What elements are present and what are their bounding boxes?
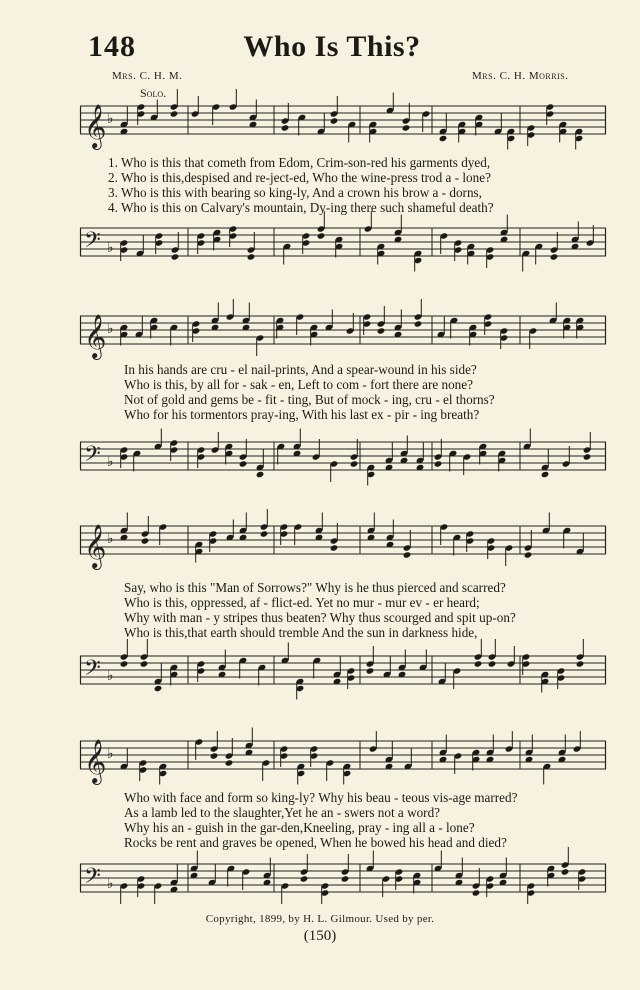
note-head xyxy=(247,253,256,260)
verse-line-4: Who is this,that earth should tremble And the sun in darkness hide, xyxy=(124,625,478,640)
solo-marking: Solo. xyxy=(140,86,167,100)
note-head xyxy=(541,471,550,478)
verse-line-1: Say, who is this "Man of Sorrows?" Why is he thus pierced and scarred? xyxy=(124,580,506,595)
note-head xyxy=(256,471,265,478)
note-head xyxy=(341,875,350,882)
note-head xyxy=(439,135,448,142)
flat-key-signature-icon: ♭ xyxy=(107,531,114,547)
note-head xyxy=(350,460,359,467)
verse-line-3: Why his an - guish in the gar-den,Kneeling, pray - ing all a - lone? xyxy=(124,820,475,835)
note-head xyxy=(141,537,150,544)
bass-clef-icon: 𝄢 xyxy=(84,656,101,686)
note-head xyxy=(561,868,570,875)
bass-staff-system-1 xyxy=(80,222,610,268)
verse-block-2 xyxy=(124,362,624,422)
verse-line-4: 4. Who is this on Calvary's mountain, Dy-ing there such shameful death? xyxy=(108,200,494,215)
bass-clef-icon: 𝄢 xyxy=(84,864,101,894)
flat-key-signature-icon: ♭ xyxy=(107,876,114,892)
treble-clef-icon: 𝄞 xyxy=(84,524,107,568)
verse-line-4: Rocks be rent and graves be opened, When he bowed his head and died? xyxy=(124,835,507,850)
note-head xyxy=(474,660,483,667)
verse-block-4 xyxy=(124,790,624,850)
treble-clef-icon: 𝄞 xyxy=(84,104,107,148)
note-head xyxy=(330,117,339,124)
verse-block-1 xyxy=(108,155,608,215)
treble-staff-system-3 xyxy=(80,520,610,566)
words-credit: Mrs. C. H. M. xyxy=(112,70,183,82)
treble-staff-system-1 xyxy=(80,100,610,146)
verse-line-1: In his hands are cru - el nail-prints, And a spear-wound in his side? xyxy=(124,362,477,377)
bass-staff-system-4 xyxy=(80,858,610,904)
flat-key-signature-icon: ♭ xyxy=(107,111,114,127)
note-head xyxy=(403,551,412,558)
verse-line-3: Why with man - y stripes thus beaten? Why thus scourged and spit up-on? xyxy=(124,610,516,625)
flat-key-signature-icon: ♭ xyxy=(107,746,114,762)
music-credit: Mrs. C. H. Morris. xyxy=(472,70,569,82)
bass-staff-system-2 xyxy=(80,436,610,482)
note-head xyxy=(576,660,585,667)
note-head xyxy=(377,327,386,334)
page-number: (150) xyxy=(303,928,337,944)
note-head xyxy=(281,124,290,131)
flat-key-signature-icon: ♭ xyxy=(107,454,114,470)
note-head xyxy=(317,232,326,239)
verse-line-3: 3. Who is this with bearing so king-ly, And a crown his brow a - dorns, xyxy=(108,185,482,200)
verse-line-2: 2. Who is this,despised and re-ject-ed, Who the wine-press trod a - lone? xyxy=(108,170,491,185)
note-head xyxy=(120,660,129,667)
verse-line-2: Who is this, by all for - sak - en, Left to com - fort there are none? xyxy=(124,377,473,392)
note-head xyxy=(488,660,497,667)
note-head xyxy=(330,544,339,551)
note-head xyxy=(260,530,269,537)
treble-staff-system-2 xyxy=(80,310,610,356)
note-head xyxy=(171,253,180,260)
note-head xyxy=(434,460,443,467)
bass-staff-system-3 xyxy=(80,650,610,696)
note-head xyxy=(366,667,375,674)
verse-line-2: As a lamb led to the slaughter,Yet he an - swers not a word? xyxy=(124,805,441,820)
verse-block-3 xyxy=(124,580,624,640)
flat-key-signature-icon: ♭ xyxy=(107,321,114,337)
treble-clef-icon: 𝄞 xyxy=(84,314,107,358)
flat-key-signature-icon: ♭ xyxy=(107,240,114,256)
bass-clef-icon: 𝄢 xyxy=(84,442,101,472)
hymn-number: 148 xyxy=(88,30,136,63)
verse-line-3: Not of gold and gems be - fit - ting, But of mock - ing, cru - el thorns? xyxy=(124,392,495,407)
note-head xyxy=(154,685,163,692)
note-head xyxy=(524,551,533,558)
note-head xyxy=(210,752,219,759)
note-head xyxy=(140,660,149,667)
verse-line-1: Who with face and form so king-ly? Why his beau - teous vis-age marred? xyxy=(124,790,518,805)
treble-staff-system-4 xyxy=(80,735,610,781)
note-head xyxy=(414,320,423,327)
note-head xyxy=(225,759,234,766)
note-head xyxy=(170,110,179,117)
hymn-title: Who Is This? xyxy=(243,30,421,63)
note-head xyxy=(550,253,559,260)
note-head xyxy=(472,889,481,896)
flat-key-signature-icon: ♭ xyxy=(107,668,114,684)
copyright-notice: Copyright, 1899, by H. L. Gilmour. Used by per. xyxy=(205,913,435,925)
note-head xyxy=(239,460,248,467)
verse-line-2: Who is this, oppressed, af - flict-ed. Yet no mur - mur ev - er heard; xyxy=(124,595,480,610)
note-head xyxy=(402,124,411,131)
bass-clef-icon: 𝄢 xyxy=(84,228,101,258)
verse-line-1: 1. Who is this that cometh from Edom, Crim-son-red his garments dyed, xyxy=(108,155,491,170)
treble-clef-icon: 𝄞 xyxy=(84,739,107,783)
note-head xyxy=(300,875,309,882)
verse-line-4: Who for his tormentors pray-ing, With his last ex - pir - ing breath? xyxy=(124,407,480,422)
note-head xyxy=(583,453,592,460)
